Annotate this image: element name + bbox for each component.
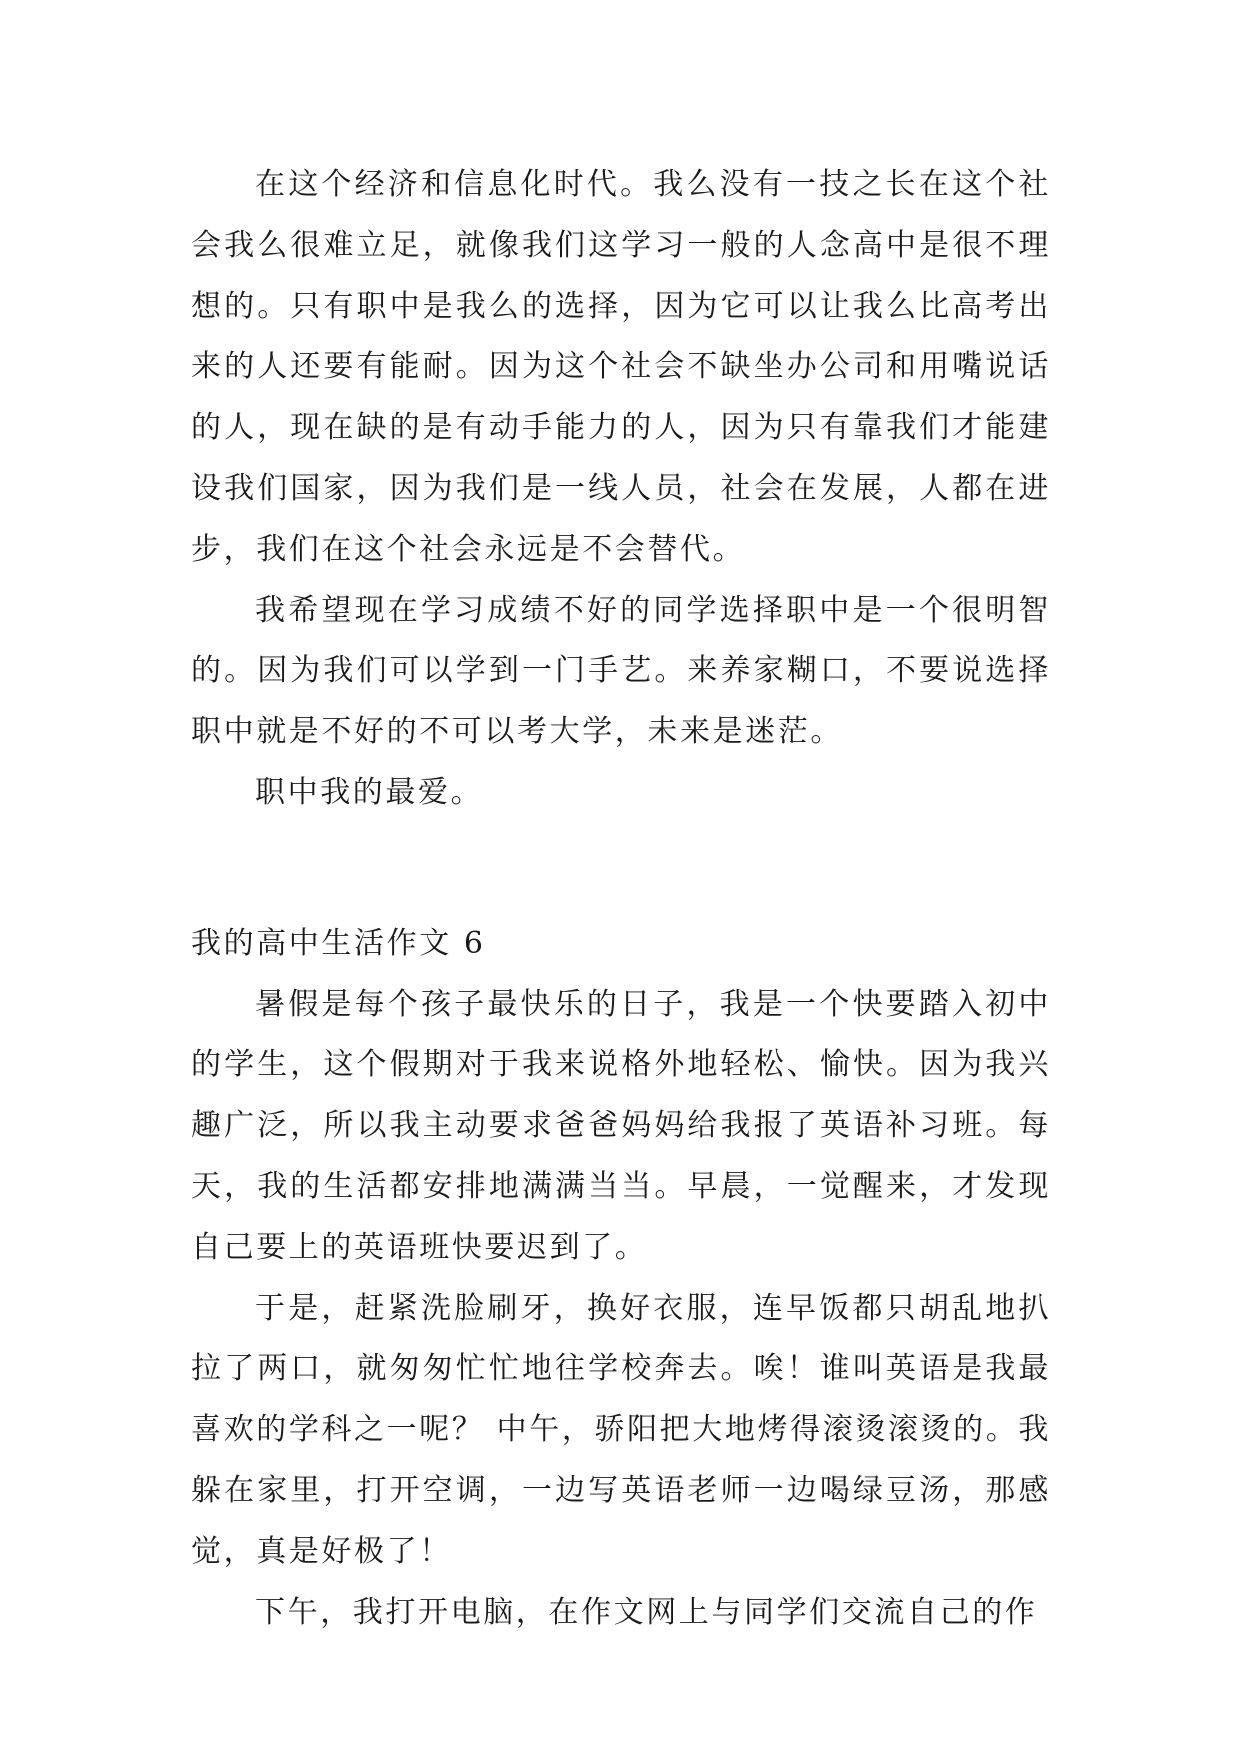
paragraph: 我希望现在学习成绩不好的同学选择职中是一个很明智的。因为我们可以学到一门手艺。来养家糊口，不要说选择职中就是不好的不可以考大学，未来是迷茫。: [191, 592, 1051, 750]
paragraph: 于是，赶紧洗脸刷牙，换好衣服，连早饭都只胡乱地扒拉了两口，就匆匆忙忙地往学校奔去。唉！谁叫英语是我最喜欢的学科之一呢？ 中午，骄阳把大地烤得滚烫滚烫的。我躲在家里，打开空调，一边写英语老师一边喝绿豆汤，那感觉，真是好极了！: [191, 1290, 1051, 1569]
paragraph: 职中我的最爱。: [255, 774, 484, 810]
document-body: [191, 155, 1051, 1643]
paragraph: 下午，我打开电脑，在作文网上与同学们交流自己的作: [255, 1594, 1038, 1630]
section-gap: [191, 824, 1051, 914]
section-title: 我的高中生活作文 6: [191, 925, 486, 961]
paragraph: 在这个经济和信息化时代。我么没有一技之长在这个社会我么很难立足，就像我们这学习一般的人念高中是很不理想的。只有职中是我么的选择，因为它可以让我么比高考出来的人还要有能耐。因为这个社会不缺坐办公司和用嘴说话的人，现在缺的是有动手能力的人，因为只有靠我们才能建设我们国家，因为我们是一线人员，社会在发展，人都在进步，我们在这个社会永远是不会替代。: [191, 167, 1051, 567]
paragraph: 暑假是每个孩子最快乐的日子，我是一个快要踏入初中的学生，这个假期对于我来说格外地轻松、愉快。因为我兴趣广泛，所以我主动要求爸爸妈妈给我报了英语补习班。每天，我的生活都安排地满满当当。早晨，一觉醒来，才发现自己要上的英语班快要迟到了。: [191, 986, 1051, 1265]
